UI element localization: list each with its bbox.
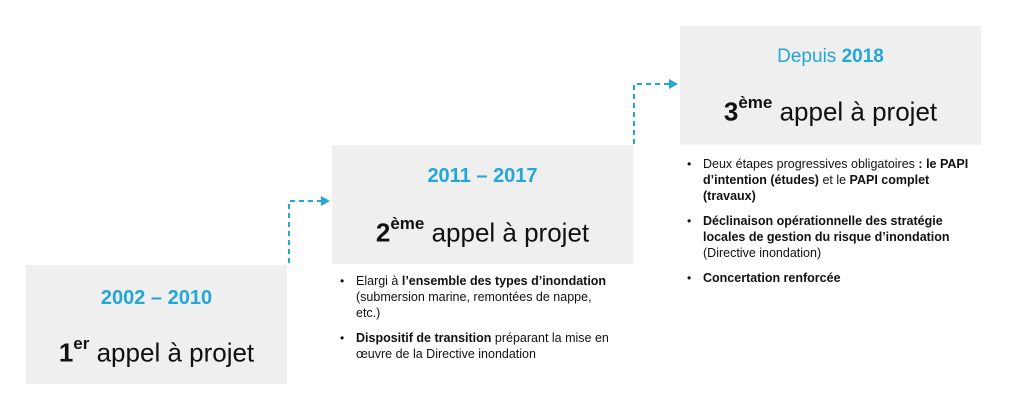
bullet-text: :: [918, 157, 923, 171]
bullet-icon: •: [687, 157, 692, 171]
step-years: 2002 – 2010: [100, 287, 213, 309]
bullet-text: Dispositif de transition: [356, 331, 492, 345]
step-years: Depuis 2018: [777, 46, 884, 67]
step-2-bullet-list: [336, 273, 616, 371]
bullet-text: (submersion marine, remontées de nappe, etc.): [356, 290, 592, 320]
bullet-text: Concertation renforcée: [703, 271, 841, 285]
step-title: 2ème appel à projet: [375, 214, 590, 248]
bullet-icon: •: [340, 331, 345, 345]
bullet-text: Déclinaison opérationnelle des stratégie locales de gestion du risque d’inondation: [703, 214, 950, 244]
bullet-item: [336, 273, 616, 321]
bullet-item: [683, 213, 983, 261]
step-box-1: [26, 265, 287, 384]
bullet-text: l’ensemble des types d’inondation: [401, 274, 607, 288]
bullet-text: le PAPI d’intention (études): [703, 157, 969, 187]
bullet-text: Deux étapes progressives obligatoires: [703, 157, 919, 171]
bullet-icon: •: [687, 271, 692, 285]
bullet-item: [683, 270, 983, 286]
bullet-text: préparant la mise en œuvre de la Directive inondation: [356, 331, 609, 361]
dashed-arrow-icon-1: [289, 196, 330, 263]
step-years: 2011 – 2017: [427, 165, 538, 187]
dashed-arrow-icon-2: [634, 79, 678, 144]
bullet-text: PAPI complet (travaux): [703, 173, 930, 203]
bullet-text: (Directive inondation): [703, 246, 822, 260]
step-3-bullet-list: [683, 156, 983, 295]
bullet-text: et le: [818, 173, 850, 187]
bullet-icon: •: [340, 274, 345, 288]
step-title: 1er appel à projet: [58, 334, 255, 368]
bullet-text: Elargi à: [356, 274, 402, 288]
bullet-icon: •: [687, 214, 692, 228]
bullet-item: [336, 330, 616, 362]
step-box-2: [332, 145, 633, 264]
step-title: 3ème appel à projet: [723, 93, 938, 127]
bullet-item: [683, 156, 983, 204]
step-box-3: [680, 26, 981, 145]
